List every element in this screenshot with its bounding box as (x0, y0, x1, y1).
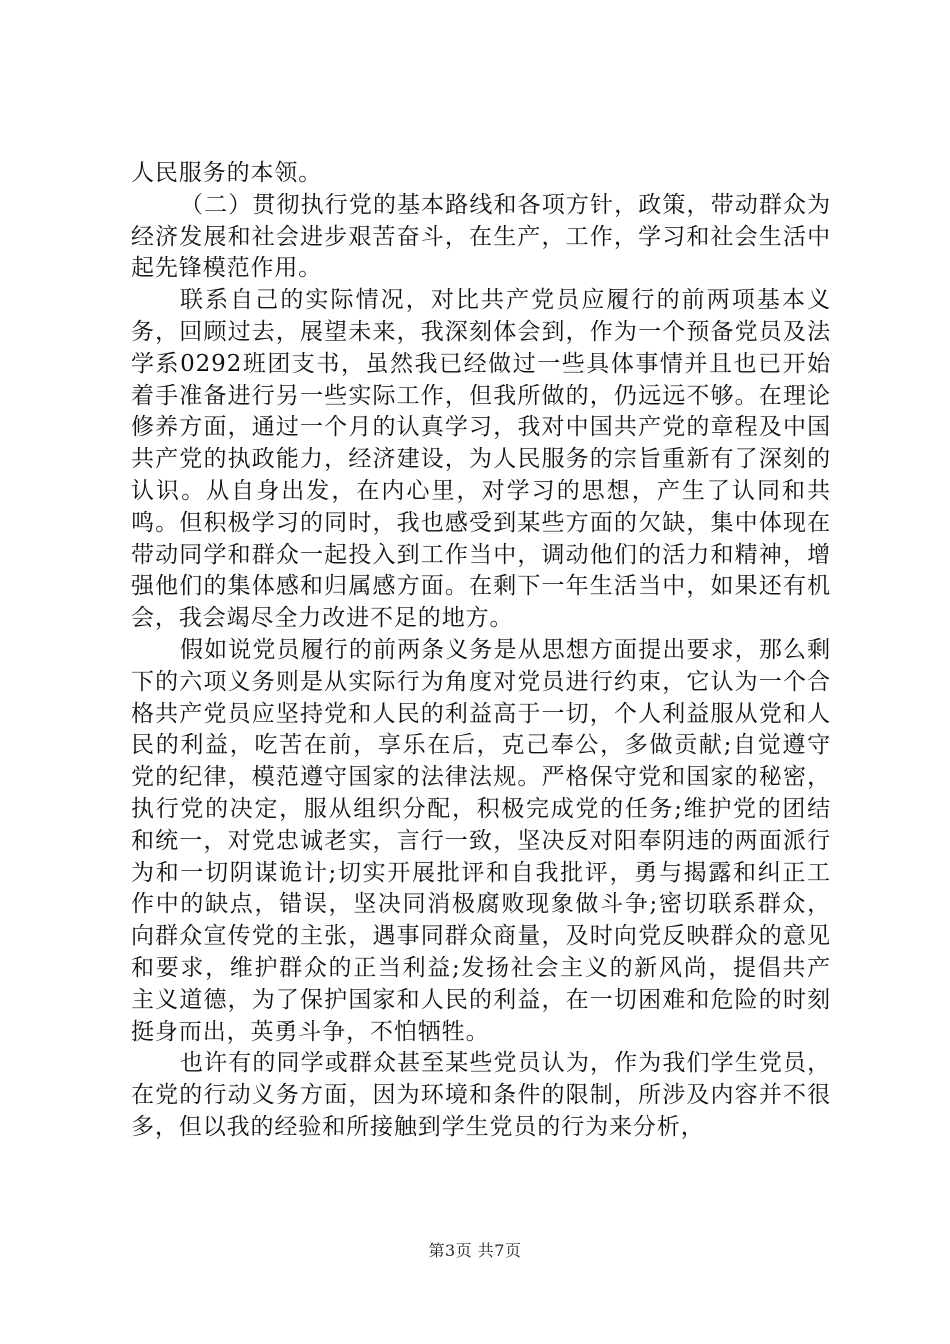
paragraph-1: 人民服务的本领。 (131, 160, 323, 186)
body-text (131, 158, 831, 1144)
paragraph-3: 联系自己的实际情况，对比共产党员应履行的前两项基本义务，回顾过去，展望未来，我深刻体会到，作为一个预备党员及法学系0292班团支书，虽然我已经做过一些具体事情并且也已开始着手准备进行另一些实际工作，但我所做的，仍远远不够。在理论修养方面，通过一个月的认真学习，我对中国共产党的章程及中国共产党的执政能力，经济建设，为人民服务的宗旨重新有了深刻的认识。从自身出发，在内心里，对学习的思想，产生了认同和共鸣。但积极学习的同时，我也感受到某些方面的欠缺，集中体现在带动同学和群众一起投入到工作当中，调动他们的活力和精神，增强他们的集体感和归属感方面。在剩下一年生活当中，如果还有机会，我会竭尽全力改进不足的地方。 (131, 287, 831, 632)
paragraph-4: 假如说党员履行的前两条义务是从思想方面提出要求，那么剩下的六项义务则是从实际行为角度对党员进行约束，它认为一个合格共产党员应坚持党和人民的利益高于一切，个人利益服从党和人民的利益，吃苦在前，享乐在后，克己奉公，多做贡献;自觉遵守党的纪律，模范遵守国家的法律法规。严格保守党和国家的秘密，执行党的决定，服从组织分配，积极完成党的任务;维护党的团结和统一，对党忠诚老实，言行一致，坚决反对阳奉阴违的两面派行为和一切阴谋诡计;切实开展批评和自我批评，勇与揭露和纠正工作中的缺点，错误，坚决同消极腐败现象做斗争;密切联系群众，向群众宣传党的主张，遇事同群众商量，及时向党反映群众的意见和要求，维护群众的正当利益;发扬社会主义的新风尚，提倡共产主义道德，为了保护国家和人民的利益，在一切困难和危险的时刻挺身而出，英勇斗争，不怕牺牲。 (131, 636, 831, 1045)
paragraph-2: （二）贯彻执行党的基本路线和各项方针，政策，带动群众为经济发展和社会进步艰苦奋斗，在生产，工作，学习和社会生活中起先锋模范作用。 (131, 191, 831, 282)
paragraph-5: 也许有的同学或群众甚至某些党员认为，作为我们学生党员，在党的行动义务方面，因为环境和条件的限制，所涉及内容并不很多，但以我的经验和所接触到学生党员的行为来分析， (131, 1050, 831, 1140)
page-footer (0, 1241, 950, 1261)
page-number: 第3页 共7页 (428, 1241, 522, 1260)
